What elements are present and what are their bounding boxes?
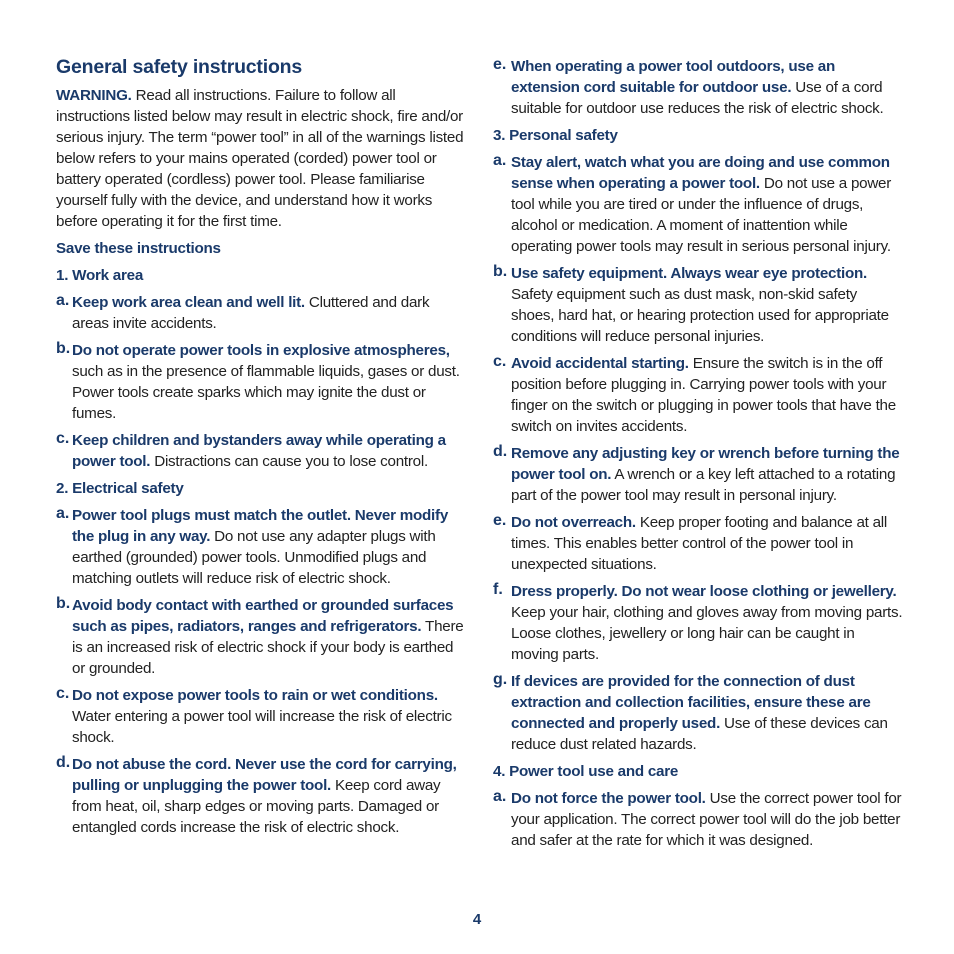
- item-body: Use the correct power tool for your application. The correct power tool will do the job better and safer at the rate for which it was designed.: [511, 790, 902, 849]
- item-label: g.: [493, 671, 508, 688]
- item-bold: Do not operate power tools in explosive atmospheres,: [72, 342, 450, 359]
- item-label: b.: [56, 595, 71, 612]
- item-text: [511, 671, 903, 755]
- page-title: General safety instructions: [56, 56, 303, 78]
- item-body: Keep cord away from heat, oil, sharp edges or moving parts. Damaged or entangled cords increase the risk of electric shock.: [72, 777, 441, 836]
- item-label: a.: [493, 152, 507, 169]
- item-bold: Keep children and bystanders away while operating a power tool.: [72, 432, 446, 470]
- item-label: b.: [56, 340, 71, 357]
- item-bold: Use safety equipment. Always wear eye protection.: [511, 265, 868, 282]
- item-bold: Stay alert, watch what you are doing and use common sense when operating a power tool.: [511, 154, 890, 192]
- item-label: d.: [493, 443, 508, 460]
- warning-label: WARNING.: [56, 87, 132, 104]
- item-body: Ensure the switch is in the off position before plugging in. Carrying power tools with your finger on the switch or plugging in power tools that have the switch on invites accidents.: [511, 355, 896, 435]
- list-item: [56, 340, 464, 424]
- item-body: Use of these devices can reduce dust related hazards.: [511, 715, 888, 753]
- item-body: Water entering a power tool will increase the risk of electric shock.: [72, 708, 452, 746]
- item-body: Use of a cord suitable for outdoor use reduces the risk of electric shock.: [511, 79, 884, 117]
- list-item: [493, 152, 903, 257]
- item-label: e.: [493, 512, 507, 529]
- list-item: [493, 353, 903, 437]
- item-text: [511, 353, 903, 437]
- item-text: [511, 443, 903, 506]
- list-item: [493, 263, 903, 347]
- item-body: Keep your hair, clothing and gloves away from moving parts. Loose clothes, jewellery or long hair can be caught in moving parts.: [511, 604, 903, 663]
- item-bold: Do not abuse the cord. Never use the cord for carrying, pulling or unplugging the power tool.: [72, 756, 457, 794]
- item-label: e.: [493, 56, 507, 73]
- item-bold: Do not force the power tool.: [511, 790, 706, 807]
- item-bold: Power tool plugs must match the outlet. Never modify the plug in any way.: [72, 507, 449, 545]
- item-bold: If devices are provided for the connection of dust extraction and collection facilities, ensure these are connected and properly used.: [511, 673, 871, 732]
- item-label: b.: [493, 263, 508, 280]
- list-item: [56, 595, 464, 679]
- list-item: [56, 292, 464, 334]
- item-text: [511, 512, 903, 575]
- item-bold: Avoid accidental starting.: [511, 355, 689, 372]
- list-item: [493, 788, 903, 851]
- item-label: c.: [56, 685, 70, 702]
- save-instructions-heading: Save these instructions: [56, 240, 221, 257]
- item-bold: Dress properly. Do not wear loose clothing or jewellery.: [511, 583, 897, 600]
- item-label: d.: [56, 754, 71, 771]
- item-label: c.: [56, 430, 70, 447]
- item-text: [72, 595, 464, 679]
- list-item: [493, 671, 903, 755]
- list-item: [493, 581, 903, 665]
- right-column: [493, 56, 903, 857]
- item-label: f.: [493, 581, 503, 598]
- left-column: [56, 56, 464, 844]
- item-text: [511, 152, 903, 257]
- section-heading-electrical: 2. Electrical safety: [56, 480, 184, 497]
- item-text: [72, 505, 464, 589]
- item-bold: Keep work area clean and well lit.: [72, 294, 305, 311]
- list-item: [493, 56, 903, 119]
- item-bold: Avoid body contact with earthed or grounded surfaces such as pipes, radiators, ranges and refrigerators.: [72, 597, 454, 635]
- item-text: [511, 263, 903, 347]
- item-label: a.: [56, 292, 70, 309]
- item-body: Distractions can cause you to lose control.: [150, 453, 428, 470]
- list-item: [56, 430, 464, 472]
- item-text: [511, 788, 903, 851]
- item-text: [511, 581, 903, 665]
- item-text: [72, 340, 464, 424]
- item-body: Safety equipment such as dust mask, non-skid safety shoes, hard hat, or hearing protection used for appropriate conditions will reduce personal injuries.: [511, 286, 889, 345]
- item-bold: Remove any adjusting key or wrench before turning the power tool on.: [511, 445, 900, 483]
- item-body: Do not use any adapter plugs with earthed (grounded) power tools. Unmodified plugs and matching outlets will reduce risk of electric shock.: [72, 528, 436, 587]
- item-label: c.: [493, 353, 507, 370]
- item-bold: Do not overreach.: [511, 514, 636, 531]
- item-text: [72, 292, 464, 334]
- section-heading-tool-use: 4. Power tool use and care: [493, 763, 679, 780]
- page-number: 4: [472, 911, 482, 928]
- item-body: Cluttered and dark areas invite accidents.: [72, 294, 430, 332]
- warning-text: Read all instructions. Failure to follow all instructions listed below may result in electric shock, fire and/or serious injury. The term “power tool” in all of the warnings listed below refers to your mains operated (corded) power tool or battery operated (cordless) power tool. Please familiarise yourself fully with the device, and understand how it works before operating it for the first time.: [56, 87, 464, 230]
- section-heading-personal: 3. Personal safety: [493, 127, 618, 144]
- item-label: a.: [493, 788, 507, 805]
- list-item: [56, 685, 464, 748]
- list-item: [56, 754, 464, 838]
- item-bold: Do not expose power tools to rain or wet conditions.: [72, 687, 438, 704]
- item-body: Do not use a power tool while you are tired or under the influence of drugs, alcohol or medication. A moment of inattention while operating power tools may result in serious personal injury.: [511, 175, 892, 255]
- list-item: [56, 505, 464, 589]
- item-body: Keep proper footing and balance at all times. This enables better control of the power tool in unexpected situations.: [511, 514, 888, 573]
- item-bold: When operating a power tool outdoors, use an extension cord suitable for outdoor use.: [511, 58, 835, 96]
- list-item: [493, 512, 903, 575]
- item-body: There is an increased risk of electric shock if your body is earthed or grounded.: [72, 618, 464, 677]
- item-text: [511, 56, 903, 119]
- list-item: [493, 443, 903, 506]
- item-text: [72, 430, 464, 472]
- item-body: A wrench or a key left attached to a rotating part of the power tool may result in personal injury.: [511, 466, 896, 504]
- item-body: such as in the presence of flammable liquids, gases or dust. Power tools create sparks which may ignite the dust or fumes.: [72, 363, 460, 422]
- warning-paragraph: [56, 85, 464, 232]
- section-heading-work-area: 1. Work area: [56, 267, 144, 284]
- item-text: [72, 685, 464, 748]
- item-text: [72, 754, 464, 838]
- item-label: a.: [56, 505, 70, 522]
